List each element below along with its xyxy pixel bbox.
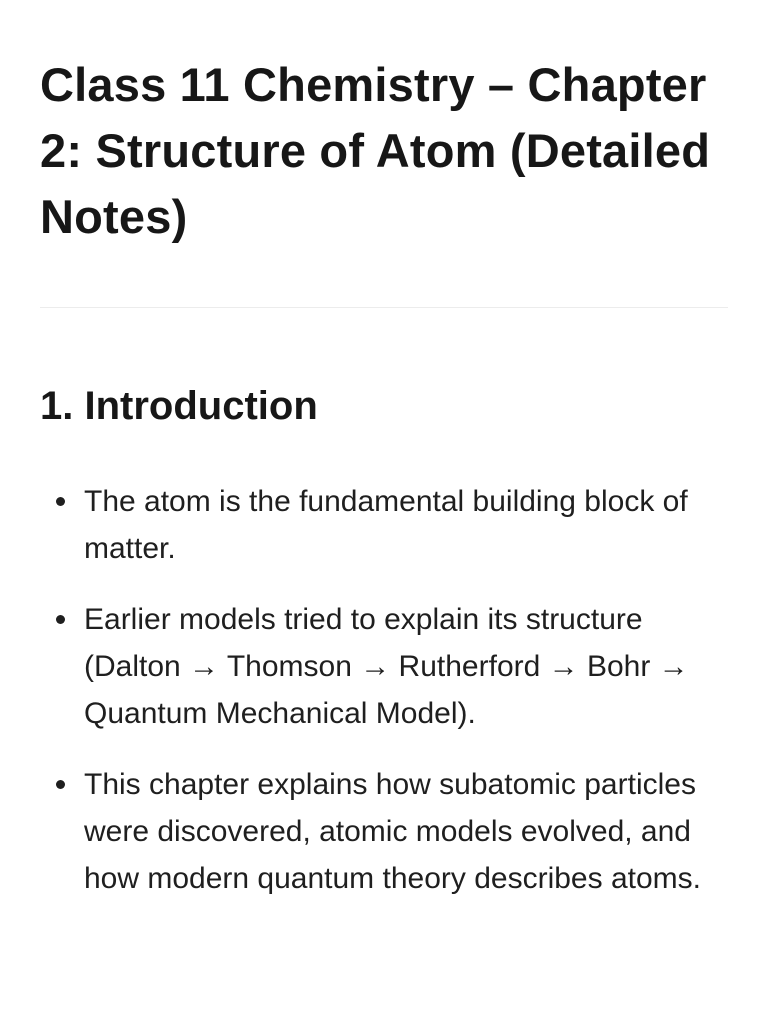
- list-item: [40, 596, 720, 737]
- bullet-icon: [56, 780, 65, 789]
- list-item-text: The atom is the fundamental building block of matter.: [84, 485, 688, 565]
- list-item: [40, 761, 720, 902]
- page-title: Class 11 Chemistry – Chapter 2: Structure of Atom (Detailed Notes): [40, 58, 711, 243]
- bullet-icon: [56, 497, 65, 506]
- list-item-text: Earlier models tried to explain its structure (Dalton → Thomson → Rutherford → Bohr → Quantum Mechanical Model).: [84, 603, 689, 730]
- bullet-icon: [56, 615, 65, 624]
- bullet-list: [40, 478, 720, 902]
- section-heading: 1. Introduction: [40, 384, 318, 428]
- section-divider: [40, 307, 728, 308]
- list-item-text: This chapter explains how subatomic particles were discovered, atomic models evolved, and how modern quantum theory describes atoms.: [84, 768, 701, 895]
- list-item: [40, 478, 720, 572]
